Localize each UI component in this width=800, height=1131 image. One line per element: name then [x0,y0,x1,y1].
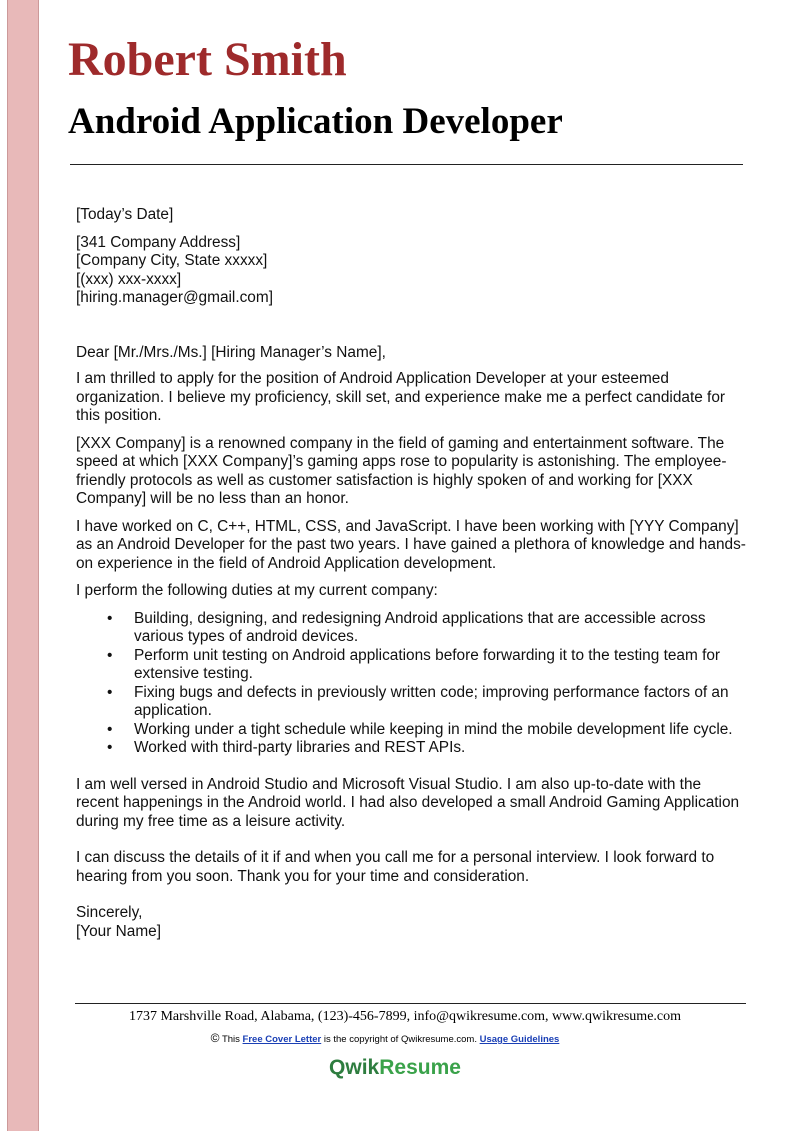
qwikresume-logo [0,1056,790,1080]
address-line: [hiring.manager@gmail.com] [76,289,273,306]
list-item [76,647,746,684]
copyright-text: is the copyright of Qwikresume.com. [323,1034,477,1045]
applicant-name: Robert Smith [68,33,347,86]
salutation: Dear [Mr./Mrs./Ms.] [Hiring Manager’s Name], [76,343,386,361]
copyright-prefix: This [221,1034,240,1045]
letter-date: [Today’s Date] [76,206,174,223]
list-item [76,721,746,740]
usage-guidelines-link[interactable]: Usage Guidelines [479,1034,560,1045]
duty-text: Building, designing, and redesigning Android applications that are accessible across various types of android devices. [134,609,706,645]
duties-list [76,610,746,758]
body-paragraph: I have worked on C, C++, HTML, CSS, and JavaScript. I have been working with [YYY Company] as an Android Developer for the past two years. I have gained a plethora of knowledge and hands-on experience in the field of Android Application development. [76,517,746,572]
duty-text: Worked with third-party libraries and REST APIs. [134,739,466,756]
duties-intro: I perform the following duties at my current company: [76,582,438,599]
bullet-icon: • [107,739,113,756]
letter-body [76,206,746,941]
body-paragraph: [XXX Company] is a renowned company in the field of gaming and entertainment software. The speed at which [XXX Company]’s gaming apps rose to popularity is astonishing. The employee-friendly protocols as well as customer satisfaction is highly spoken of and working for [XXX Company] will be no less than an honor. [76,434,727,507]
bullet-icon: • [107,609,113,627]
address-line: [Company City, State xxxxx] [76,252,268,269]
address-line: [(xxx) xxx-xxxx] [76,270,182,288]
address-line: [341 Company Address] [76,233,241,251]
free-cover-letter-link[interactable]: Free Cover Letter [242,1034,322,1045]
logo-part-qwik: Qwik [329,1056,380,1079]
decorative-side-bar [7,0,39,1131]
body-paragraph: I am well versed in Android Studio and Microsoft Visual Studio. I am also up-to-date with the recent happenings in the Android world. I had also developed a small Android Gaming Application during my free time as a leisure activity. [76,775,740,830]
recipient-address [76,234,746,308]
body-paragraph: I can discuss the details of it if and when you call me for a personal interview. I look forward to hearing from you soon. Thank you for your time and consideration. [76,849,715,885]
bullet-icon: • [107,720,113,738]
list-item [76,684,746,721]
duty-text: Working under a tight schedule while keeping in mind the mobile development life cycle. [134,720,733,738]
closing: Sincerely, [76,904,143,921]
body-paragraph: I am thrilled to apply for the position of Android Application Developer at your esteemed organization. I believe my proficiency, skill set, and experience make me a perfect candidate for this position. [76,370,726,424]
copyright-notice [0,1031,770,1045]
list-item [76,610,746,647]
bullet-icon: • [107,646,113,664]
job-title: Android Application Developer [68,101,563,142]
bullet-icon: • [107,683,113,701]
logo-part-resume: Resume [379,1056,461,1079]
list-item [76,739,746,758]
copyright-icon: © [210,1031,220,1045]
signature: [Your Name] [76,922,161,940]
footer-divider [75,1003,746,1004]
footer-contact: 1737 Marshville Road, Alabama, (123)-456-7899, info@qwikresume.com, www.qwikresume.com [128,1009,682,1024]
duty-text: Fixing bugs and defects in previously written code; improving performance factors of an application. [134,683,729,719]
header-divider [70,164,743,165]
duty-text: Perform unit testing on Android applications before forwarding it to the testing team for extensive testing. [134,646,721,682]
